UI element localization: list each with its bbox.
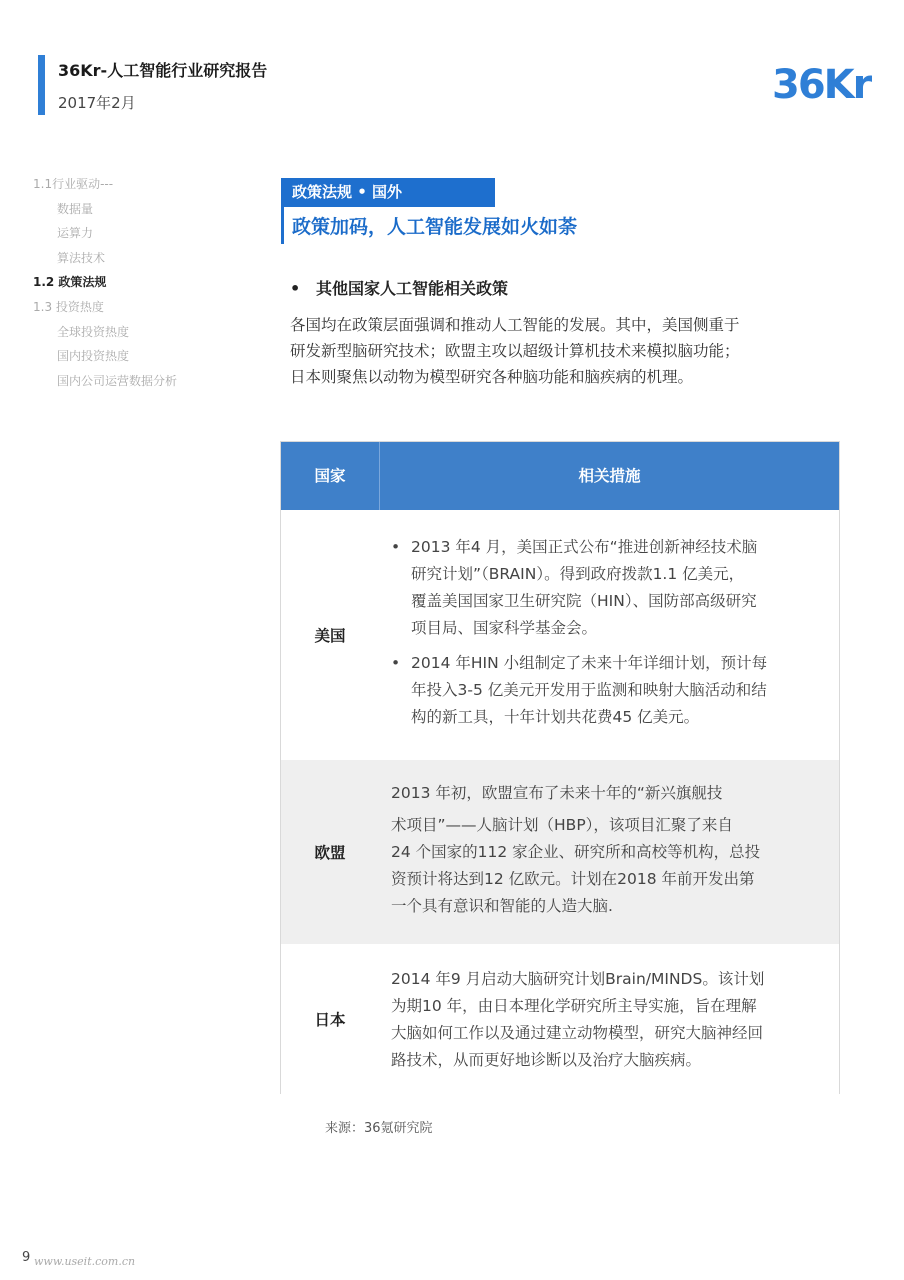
bullet-dot: • (290, 279, 301, 298)
section-title: 政策加码，人工智能发展如火如荼 (292, 216, 578, 238)
bullet-dot: • (391, 654, 401, 672)
line: 术项目”——人脑计划（HBP），该项目汇聚了来自 (391, 816, 733, 834)
country-cell: 欧盟 (314, 844, 346, 862)
line: 一个具有意识和智能的人造大脑. (391, 897, 613, 915)
line: 覆盖美国国家卫生研究院（HIN）、国防部高级研究 (411, 592, 757, 610)
line: 24 个国家的112 家企业、研究所和高校等机构，总投 (391, 843, 761, 861)
bullet-dot: • (391, 538, 401, 556)
page-number: 9 (22, 1250, 31, 1265)
36kr-logo (772, 48, 872, 106)
table-of-contents (33, 172, 177, 393)
section-tag: 政策法规 • 国外 (281, 178, 495, 207)
line: 2014 年9 月启动大脑研究计划Brain/MINDS。该计划 (391, 970, 765, 988)
intro-line: 日本则聚焦以动物为模型研究各种脑功能和脑疾病的机理。 (290, 368, 694, 386)
toc-item[interactable]: 算法技术 (57, 250, 106, 265)
header-accent-bar (38, 55, 45, 115)
bullet-heading-text: 其他国家人工智能相关政策 (316, 279, 509, 298)
line: 年投入3-5 亿美元开发用于监测和映射大脑活动和结 (411, 681, 767, 699)
list-item (391, 534, 767, 642)
table-row-eu (281, 760, 839, 944)
section-accent-line (281, 207, 284, 244)
measures-cell (391, 534, 767, 731)
header-measures: 相关措施 (578, 467, 641, 485)
line: 构的新工具，十年计划共花费45 亿美元。 (411, 708, 700, 726)
line: 资预计将达到12 亿欧元。计划在2018 年前开发出第 (391, 870, 755, 888)
intro-line: 研发新型脑研究技术；欧盟主攻以超级计算机技术来模拟脑功能； (290, 342, 740, 360)
toc-item[interactable]: 国内公司运营数据分析 (57, 373, 178, 388)
line: 为期10 年，由日本理化学研究所主导实施，旨在理解 (391, 997, 757, 1015)
header-country: 国家 (314, 467, 346, 485)
country-cell: 日本 (314, 1011, 346, 1029)
report-title: 36Kr-人工智能行业研究报告 (58, 61, 268, 80)
line: 2013 年初，欧盟宣布了未来十年的“新兴旗舰技 (391, 784, 723, 802)
intro-line: 各国均在政策层面强调和推动人工智能的发展。其中，美国侧重于 (290, 316, 740, 334)
measures-cell (391, 966, 764, 1074)
line: 项目局、国家科学基金会。 (411, 619, 598, 637)
watermark: www.useit.com.cn (34, 1255, 136, 1268)
toc-item[interactable]: 数据量 (57, 201, 94, 216)
intro-paragraph (290, 312, 835, 390)
list-item (391, 650, 767, 731)
toc-item[interactable]: 1.2 政策法规 (33, 275, 107, 290)
table-row-japan (281, 944, 839, 1094)
line: 大脑如何工作以及通过建立动物模型，研究大脑神经回 (391, 1024, 764, 1042)
table-row-usa (281, 510, 839, 760)
toc-item[interactable]: 1.1行业驱动--- (33, 177, 114, 191)
report-date: 2017年2月 (58, 94, 136, 112)
line: 2013 年4 月，美国正式公布“推进创新神经技术脑 (411, 538, 758, 556)
svg-text:36Kr: 36Kr (772, 62, 871, 106)
line: 2014 年HIN 小组制定了未来十年详细计划，预计每 (411, 654, 768, 672)
toc-item[interactable]: 1.3 投资热度 (33, 299, 104, 314)
line: 路技术，从而更好地诊断以及治疗大脑疾病。 (391, 1051, 702, 1069)
toc-item[interactable]: 运算力 (57, 226, 94, 241)
toc-item[interactable]: 全球投资热度 (57, 324, 130, 339)
source-note: 来源：36氪研究院 (325, 1121, 433, 1136)
policy-table (280, 441, 840, 1094)
country-cell: 美国 (314, 627, 346, 645)
bullet-heading (290, 276, 508, 299)
table-header (281, 442, 839, 510)
toc-item[interactable]: 国内投资热度 (57, 349, 130, 364)
line: 研究计划”（BRAIN）。得到政府拨款1.1 亿美元， (411, 565, 745, 583)
measures-cell (391, 780, 760, 920)
